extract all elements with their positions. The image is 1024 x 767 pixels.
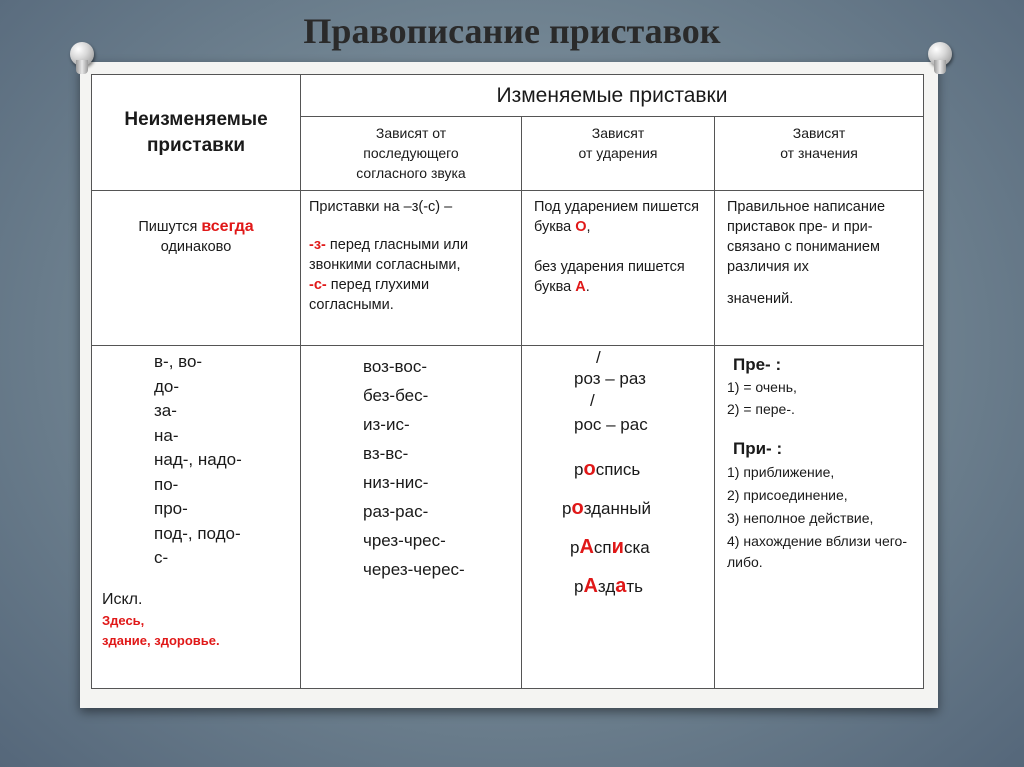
list-item: из-ис-: [363, 415, 410, 434]
header-unchangeable: Неизменяемые приставки: [92, 75, 301, 191]
list-item: до-: [154, 376, 180, 396]
list-item: 3) неполное действие,: [727, 510, 874, 526]
list-item: 2) присоединение,: [727, 487, 848, 503]
table-row: [92, 346, 924, 689]
examples-unchangeable: в-, во- до- за- на- над-, надо- по- про- под-, подо- с- Искл. Здесь, здание, здоровье.: [92, 346, 301, 689]
list-item: 4) нахождение вблизи чего-либо.: [727, 533, 907, 570]
pushpin-icon: [70, 42, 94, 66]
list-item: на-: [154, 425, 179, 445]
list-item: над-, надо-: [154, 450, 242, 469]
list-item: чрез-чрес-: [363, 531, 446, 550]
example-word: рАсписка: [570, 536, 650, 558]
prefix-list: [154, 350, 300, 571]
example-word: роспись: [574, 458, 641, 480]
list-item: воз-вос-: [363, 357, 428, 376]
list-item: 1) приближение,: [727, 464, 835, 480]
list-item: за-: [154, 401, 177, 420]
rule-cell-unchangeable: Пишутся всегда одинаково: [92, 191, 301, 346]
list-item: низ-нис-: [363, 473, 429, 492]
example-word: розданный: [562, 497, 651, 519]
list-item: с-: [154, 548, 169, 567]
list-item: без-бес-: [363, 386, 429, 405]
table-row: [92, 75, 924, 117]
examples-sound: [301, 346, 522, 689]
rule-cell-stress: Под ударением пишется буква О, без ударения пишется буква А.: [522, 191, 715, 346]
example-word: рАздать: [574, 575, 644, 597]
pushpin-icon: [928, 42, 952, 66]
header-sub-sound: Зависят от последующего согласного звука: [301, 117, 522, 191]
list-item: про-: [154, 499, 188, 518]
header-sub-stress: Зависят от ударения: [522, 117, 715, 191]
list-item: в-, во-: [154, 352, 203, 371]
table-row: [92, 191, 924, 346]
rule-cell-sound: Приставки на –з(-с) – -з- перед гласными или звонкими согласными, -с- перед глухими согласными.: [301, 191, 522, 346]
pri-meanings-list: [727, 462, 915, 573]
header-sub-meaning: Зависят от значения: [715, 117, 924, 191]
prefix-list: [363, 352, 521, 584]
header-changeable: Изменяемые приставки: [301, 75, 924, 117]
page-title: Правописание приставок: [303, 11, 721, 51]
examples-stress: / роз – раз / рос – рас роспись розданный рАсписка рАздать: [522, 346, 715, 689]
prefix-rules-table: [91, 74, 924, 689]
list-item: через-черес-: [363, 560, 465, 579]
list-item: под-, подо-: [154, 523, 241, 543]
rule-cell-meaning: Правильное написание приставок пре- и при- связано с пониманием различия их значений.: [715, 191, 924, 346]
list-item: вз-вс-: [363, 444, 409, 463]
list-item: раз-рас-: [363, 502, 429, 521]
list-item: по-: [154, 474, 179, 494]
examples-meaning: Пре- : 1) = очень, 2) = пере-. При- : 1) приближение, 2) присоединение, 3) неполное действие, 4) нахождение вблизи чего-либо.: [715, 346, 924, 689]
